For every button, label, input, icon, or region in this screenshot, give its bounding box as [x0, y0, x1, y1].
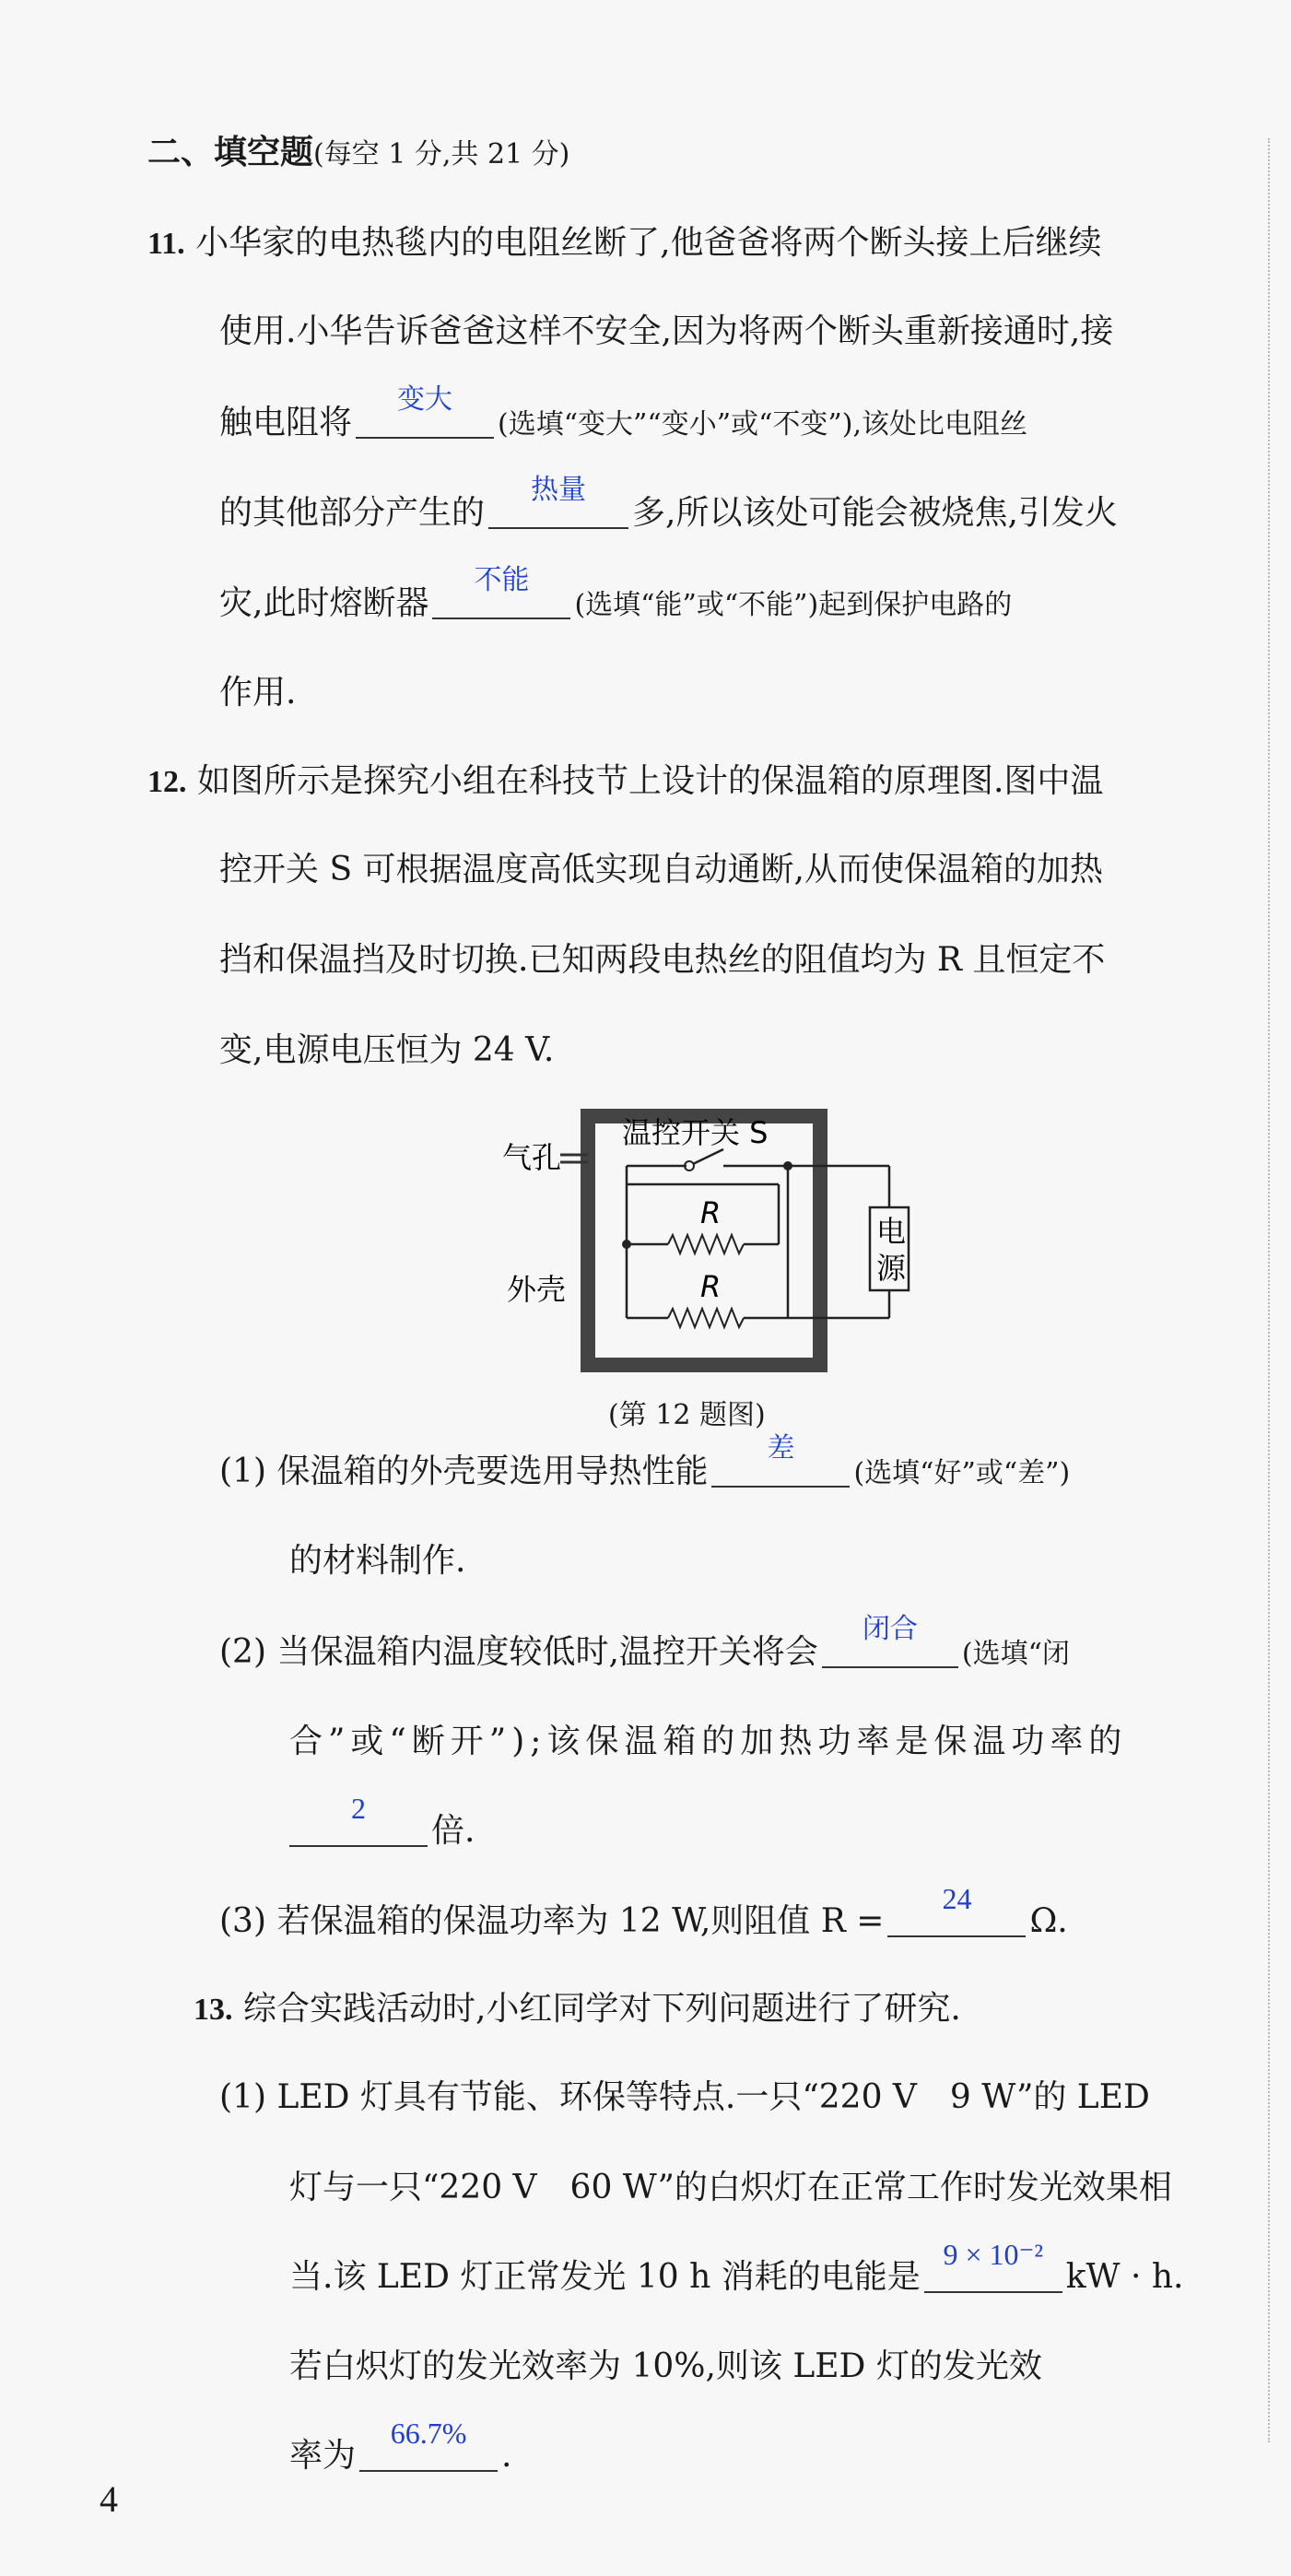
- q12-p3-text-a: (3) 若保温箱的保温功率为 12 W,则阻值 R =: [219, 1902, 885, 1940]
- q12-p3-text-b: Ω.: [1029, 1902, 1068, 1940]
- q12-p1-text-a: (1) 保温箱的外壳要选用导热性能: [219, 1453, 709, 1490]
- q12-number: 12.: [147, 765, 187, 799]
- r2-label: R: [700, 1269, 722, 1304]
- q11-line-4: [219, 474, 1118, 535]
- q11-number: 11.: [147, 227, 185, 261]
- q12-text-1: 如图所示是探究小组在科技节上设计的保温箱的原理图.图中温: [196, 762, 1104, 800]
- q13-p1-line-2: 灯与一只“220 V 60 W”的白炽灯在正常工作时发光效果相: [289, 2169, 1172, 2206]
- q13-number: 13.: [194, 1993, 233, 2027]
- q13-blank-1[interactable]: [924, 2238, 1062, 2293]
- q12-p1-text-b: (选填“好”或“差”): [853, 1457, 1071, 1489]
- figure-caption: (第 12 题图): [608, 1399, 766, 1431]
- q12-p2-line-3: [289, 1792, 475, 1853]
- q13-answer-2: 66.7%: [390, 2417, 467, 2450]
- q13-p1-line-3: [289, 2238, 1184, 2300]
- q11-text-5a: 灾,此时熔断器: [219, 584, 429, 622]
- q12-blank-1[interactable]: [711, 1432, 850, 1488]
- q12-p2-text-b: (选填“闭: [961, 1638, 1070, 1670]
- q11-line-6: 作用.: [219, 674, 297, 712]
- q11-blank-1[interactable]: [356, 383, 494, 439]
- resistor-2: [668, 1309, 744, 1327]
- q12-line-1: [147, 759, 1103, 805]
- q11-text-4a: 的其他部分产生的: [219, 494, 486, 532]
- q11-text-5b: (选填“能”或“不能”)起到保护电路的: [574, 589, 1013, 621]
- q12-answer-2: 闭合: [862, 1613, 918, 1645]
- q13-answer-1: 9 × 10⁻²: [943, 2238, 1043, 2271]
- q11-blank-3[interactable]: [432, 564, 570, 619]
- q13-p1-line-4: 若白炽灯的发光效率为 10%,则该 LED 灯的发光效: [289, 2347, 1042, 2385]
- q12-answer-3: 2: [351, 1792, 366, 1825]
- q13-text-1: 综合实践活动时,小红同学对下列问题进行了研究.: [242, 1990, 961, 2028]
- r1-label: R: [700, 1195, 722, 1230]
- q11-line-3: [219, 383, 1027, 447]
- switch-label: 温控开关 S: [622, 1115, 769, 1150]
- q12-p2-line-1: [219, 1613, 1070, 1676]
- dotted-margin-rule: [1268, 138, 1270, 2442]
- page-number: 4: [100, 2478, 118, 2520]
- q11-text-3a: 触电阻将: [219, 404, 353, 441]
- q12-p1-line-2: 的材料制作.: [289, 1542, 466, 1580]
- q12-p3-line: [219, 1882, 1068, 1944]
- source-label-2: 源: [876, 1251, 907, 1286]
- q11-answer-3: 不能: [474, 564, 530, 596]
- circuit-diagram: [479, 1101, 940, 1396]
- q11-line-5: [219, 564, 1013, 628]
- section-note: (每空 1 分,共 21 分): [313, 138, 570, 171]
- section-title: 二、填空题: [147, 134, 314, 171]
- q12-blank-4[interactable]: [887, 1882, 1026, 1937]
- q12-p2-line-2: 合”或“断开”);该保温箱的加热功率是保温功率的: [289, 1723, 1128, 1760]
- q13-p1-text-5b: .: [501, 2437, 512, 2475]
- q11-answer-2: 热量: [531, 474, 587, 506]
- q13-p1-line-5: [289, 2417, 512, 2478]
- q12-answer-1: 差: [767, 1432, 795, 1464]
- q13-p1-text-3a: 当.该 LED 灯正常发光 10 h 消耗的电能是: [289, 2258, 921, 2296]
- q11-text-3b: (选填“变大”“变小”或“不变”),该处比电阻丝: [498, 408, 1027, 441]
- q12-answer-4: 24: [942, 1882, 972, 1915]
- q11-line-2: 使用.小华告诉爸爸这样不安全,因为将两个断头重新接通时,接: [219, 312, 1114, 350]
- q12-line-3: 挡和保温挡及时切换.已知两段电热丝的阻值均为 R 且恒定不: [219, 941, 1106, 979]
- resistor-1: [668, 1235, 744, 1253]
- switch-blade: [693, 1149, 723, 1164]
- q13-blank-2[interactable]: [359, 2417, 498, 2472]
- q11-answer-1: 变大: [397, 383, 453, 416]
- shell-label: 外壳: [507, 1272, 567, 1307]
- q12-p2-text-a: (2) 当保温箱内温度较低时,温控开关将会: [219, 1633, 818, 1671]
- q11-text-1: 小华家的电热毯内的电阻丝断了,他爸爸将两个断头接上后继续: [195, 224, 1102, 262]
- q13-p1-line-1: (1) LED 灯具有节能、环保等特点.一只“220 V 9 W”的 LED: [219, 2078, 1150, 2116]
- q12-blank-3[interactable]: [289, 1792, 428, 1847]
- q11-blank-2[interactable]: [488, 474, 628, 529]
- q13-p1-text-5a: 率为: [289, 2437, 357, 2475]
- vent-label: 气孔: [502, 1140, 562, 1175]
- q12-p1-line-1: [219, 1432, 1071, 1496]
- q12-blank-2[interactable]: [822, 1613, 958, 1668]
- q11-text-4b: 多,所以该处可能会被烧焦,引发火: [632, 494, 1118, 532]
- q12-line-2: 控开关 S 可根据温度高低实现自动通断,从而使保温箱的加热: [219, 851, 1103, 888]
- q13-p1-text-3b: kW · h.: [1065, 2258, 1184, 2296]
- source-label-1: 电: [876, 1214, 907, 1249]
- q12-p2-text-d: 倍.: [431, 1812, 475, 1850]
- q11-line-1: [147, 221, 1102, 266]
- q12-line-4: 变,电源电压恒为 24 V.: [219, 1031, 555, 1069]
- q13-line-1: [194, 1987, 961, 2032]
- section-heading: [147, 131, 569, 177]
